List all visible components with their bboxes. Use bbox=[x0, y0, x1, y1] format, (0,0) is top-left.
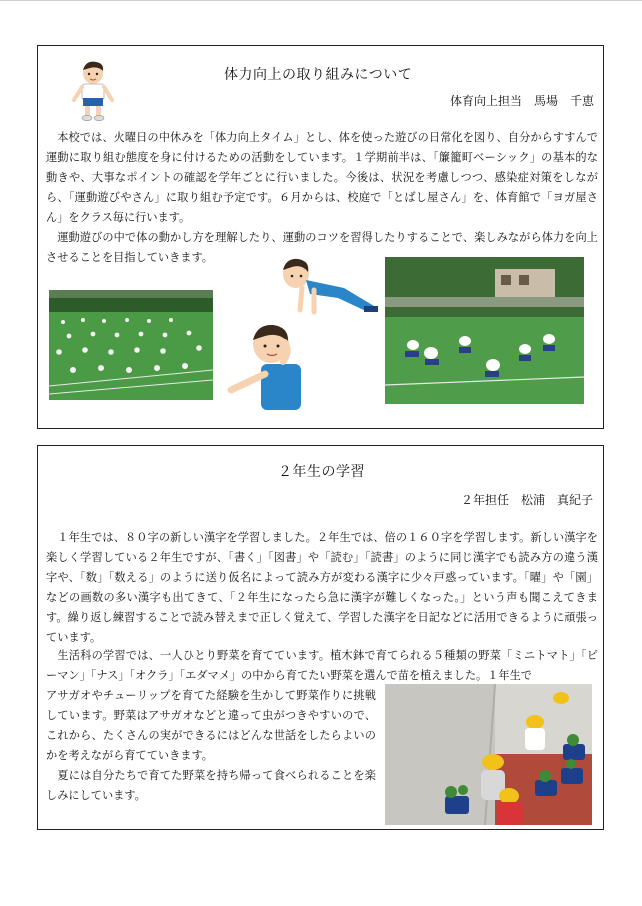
article1-byline: 体育向上担当 馬場 千恵 bbox=[449, 94, 594, 108]
article2-paragraph-2-rest: アサガオやチューリップを育てた経験を生かして野菜作りに挑戦しています。野菜はアサガオなどと違って虫がつきやすいので、これから、たくさんの実ができるにはどんな世話をしたらよいのかを考えながら育てていきます。 bbox=[46, 689, 376, 762]
top-rule bbox=[0, 0, 642, 1]
stretching-students-photo bbox=[385, 257, 584, 404]
article-second-grade-learning bbox=[37, 445, 604, 830]
vegetable-pots-photo bbox=[385, 684, 592, 825]
article2-title: ２年生の学習 bbox=[278, 464, 365, 480]
article-physical-fitness bbox=[37, 45, 604, 429]
article2-paragraph-2-intro: 生活科の学習では、一人ひとり野菜を育てています。植木鉢で育てられる５種類の野菜「ミニトマト」「ピーマン」「ナス」「オクラ」「エダマメ」の中から育てたい野菜を選んで苗を植えました。１年生で bbox=[46, 649, 598, 682]
article2-byline: ２年担任 松浦 真紀子 bbox=[460, 493, 593, 507]
article1-paragraph-2: 運動遊びの中で体の動かし方を理解したり、運動のコツを習得したりすることで、楽しみながら体力を向上させることを目指していきます。 bbox=[46, 231, 598, 264]
stretching-child-illustration bbox=[225, 322, 307, 414]
article1-title: 体力向上の取り組みについて bbox=[224, 67, 413, 83]
pushup-child-illustration bbox=[274, 254, 380, 318]
standing-child-illustration bbox=[68, 60, 118, 122]
article2-paragraph-3: 夏には自分たちで育てた野菜を持ち帰って食べられることを楽しみにしています。 bbox=[46, 769, 376, 802]
article1-paragraph-1: 本校では、火曜日の中休みを「体力向上タイム」とし、体を使った遊びの日常化を図り、自分からすすんで運動に取り組む態度を身に付けるための活動をしています。１学期前半は、「簾籠町ベーシック」の基本的な動きや、大事なポイントの確認を学年ごとに行いました。今後は、状況を考慮しつつ、感染症対策をしながら、「運動遊びやさん」に取り組む予定です。６月からは、校庭で「とばし屋さん」を、体育館で「ヨガ屋さん」をクラス毎に行います。 bbox=[46, 131, 598, 224]
article2-paragraph-1: １年生では、８０字の新しい漢字を学習しました。２年生では、倍の１６０字を学習します。新しい漢字を楽しく学習している２年生ですが、「書く」「図書」や「読む」「読書」のように同じ漢字でも読み方の違う漢字や、「数」「数える」のように送り仮名によって読み方が変わる漢字に少々戸惑っています。「曜」や「園」などの画数の多い漢字も出てきて、「２年生になったら急に漢字が難しくなった。」という声も聞こえてきます。繰り返し練習することで読み替えまで正しく覚えて、学習した漢字を日記などに活用できるように頑張っています。 bbox=[46, 531, 598, 644]
field-exercise-photo bbox=[49, 290, 213, 400]
